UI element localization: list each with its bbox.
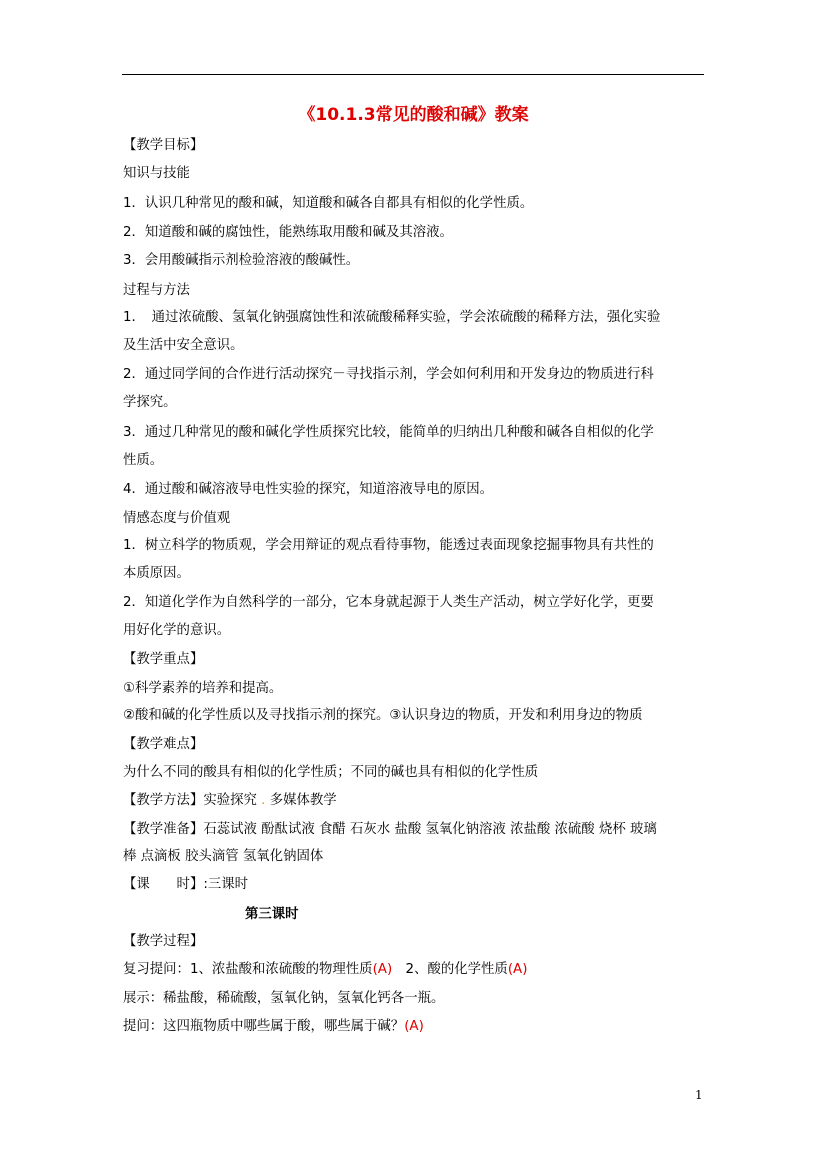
- review-line: [123, 961, 527, 979]
- level-mark: (A): [404, 1019, 424, 1034]
- text-line-pm2b: 学探究。: [123, 395, 177, 410]
- text-line-ks1: 1．认识几种常见的酸和碱，知道酸和碱各自都具有相似的化学性质。: [123, 196, 534, 211]
- text-line-pm3a: 3．通过几种常见的酸和碱化学性质探究比较，能简单的归纳出几种酸和碱各自相似的化学: [123, 425, 654, 440]
- document-title: 《10.1.3常见的酸和碱》教案: [298, 105, 529, 125]
- level-mark: (A): [372, 962, 393, 977]
- text-line-pm_h: 过程与方法: [123, 283, 190, 298]
- header-rule: [122, 74, 704, 75]
- period-line: 【课 时】:三课时: [123, 877, 249, 892]
- text-line-goal_h: 【教学目标】: [123, 138, 204, 153]
- text-line-pm3b: 性质。: [123, 453, 164, 468]
- ask-line: [123, 1018, 424, 1036]
- text-line-ea_h: 情感态度与价值观: [123, 511, 231, 526]
- text-line-pm2a: 2．通过同学间的合作进行活动探究－寻找指示剂，学会如何利用和开发身边的物质进行科: [123, 367, 654, 382]
- text-line-ks_h: 知识与技能: [123, 166, 190, 181]
- text-line-key2: ②酸和碱的化学性质以及寻找指示剂的探究。③认识身边的物质，开发和利用身边的物质: [123, 708, 643, 723]
- text-line-diff_h: 【教学难点】: [123, 737, 204, 752]
- text-line-diff1: 为什么不同的酸具有相似的化学性质；不同的碱也具有相似的化学性质: [123, 765, 539, 780]
- method-rest: 多媒体教学: [269, 793, 337, 808]
- text-line-ea1b: 本质原因。: [123, 566, 190, 581]
- method-dot: .: [261, 793, 266, 808]
- text-line-ks3: 3．会用酸碱指示剂检验溶液的酸碱性。: [123, 253, 360, 268]
- text-line-ea2b: 用好化学的意识。: [123, 623, 231, 638]
- text-line-key1: ①科学素养的培养和提高。: [123, 681, 283, 696]
- review-text-b: 2、酸的化学性质: [392, 962, 508, 977]
- prep-line-1: 【教学准备】石蕊试液 酚酞试液 食醋 石灰水 盐酸 氢氧化钠溶液 浓盐酸 浓硫酸 烧杯 玻璃: [123, 822, 657, 837]
- method-line: [123, 792, 337, 810]
- page-number: 1: [695, 1088, 703, 1102]
- text-line-key_h: 【教学重点】: [123, 652, 204, 667]
- text-line-ea1a: 1．树立科学的物质观，学会用辩证的观点看待事物，能透过表面现象挖掘事物具有共性的: [123, 538, 654, 553]
- text-line-ks2: 2．知道酸和碱的腐蚀性，能熟练取用酸和碱及其溶液。: [123, 225, 453, 240]
- text-line-pm4: 4．通过酸和碱溶液导电性实验的探究，知道溶液导电的原因。: [123, 482, 494, 497]
- method-label: 【教学方法】实验探究: [123, 793, 257, 808]
- review-text-a: 复习提问：1、浓盐酸和浓硫酸的物理性质: [123, 962, 373, 977]
- lesson-heading: 第三课时: [245, 907, 299, 922]
- prep-line-2: 棒 点滴板 胶头滴管 氢氧化钠固体: [123, 849, 324, 864]
- text-line-pm1a: 1． 通过浓硫酸、氢氧化钠强腐蚀性和浓硫酸稀释实验，学会浓硫酸的稀释方法，强化实验: [123, 310, 661, 325]
- process-heading: 【教学过程】: [123, 934, 204, 949]
- ask-text: 提问：这四瓶物质中哪些属于酸，哪些属于碱？: [123, 1019, 405, 1034]
- level-mark: (A): [507, 962, 528, 977]
- show-line: 展示：稀盐酸，稀硫酸，氢氧化钠，氢氧化钙各一瓶。: [123, 991, 445, 1006]
- text-line-pm1b: 及生活中安全意识。: [123, 338, 244, 353]
- text-line-ea2a: 2．知道化学作为自然科学的一部分，它本身就起源于人类生产活动，树立学好化学，更要: [123, 595, 654, 610]
